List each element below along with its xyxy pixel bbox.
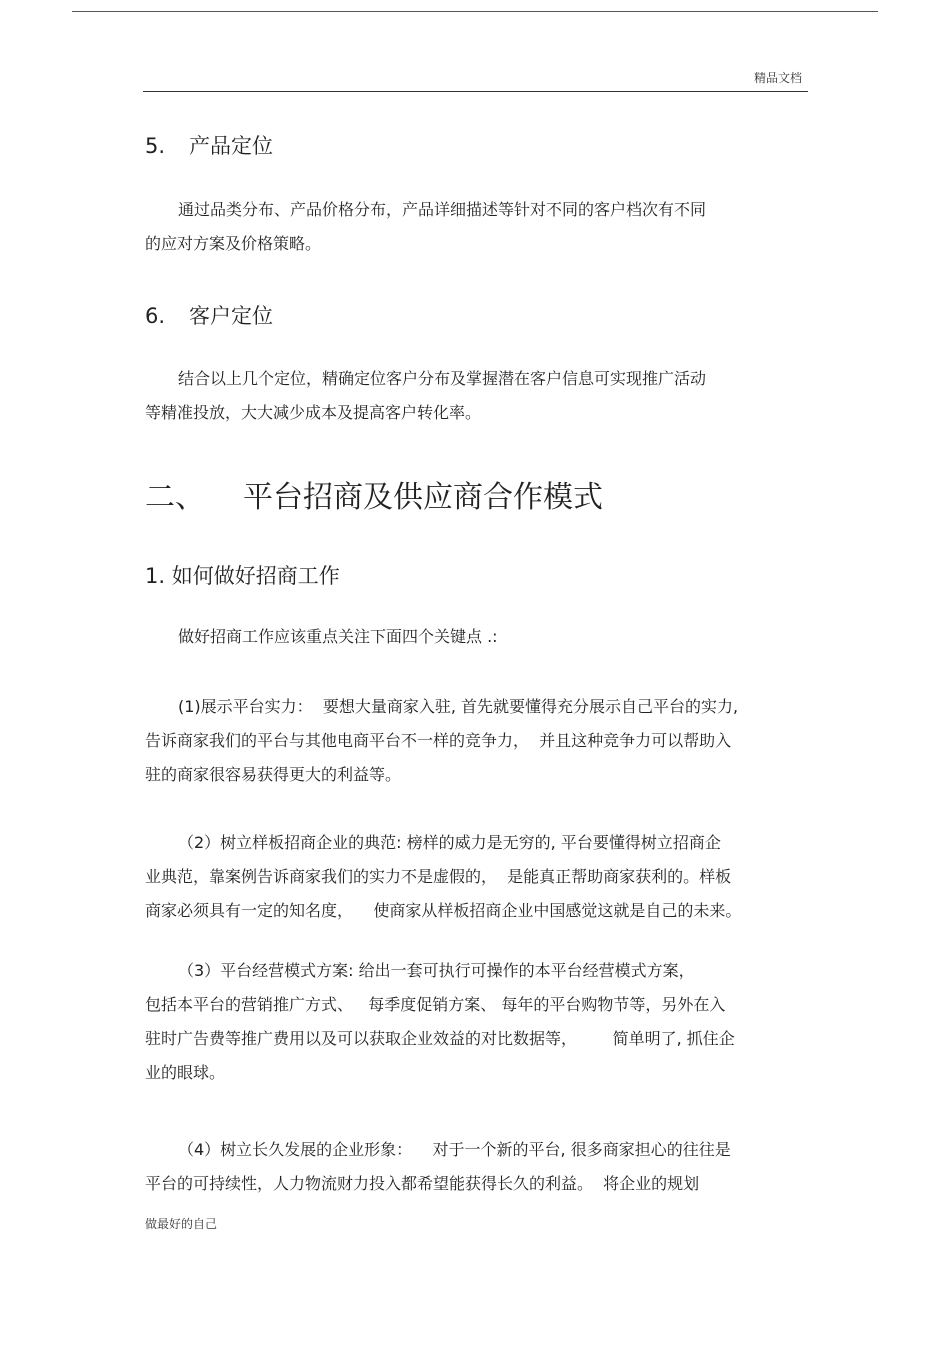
- paragraph-line: 告诉商家我们的平台与其他电商平台不一样的竞争力， 并且这种竞争力可以帮助入: [145, 731, 732, 750]
- section-paragraph-5: [145, 193, 811, 261]
- subsection-heading: 1. 如何做好招商工作: [145, 564, 340, 588]
- point-paragraph-4: [145, 1133, 811, 1201]
- paragraph-line: 驻的商家很容易获得更大的利益等。: [145, 765, 402, 784]
- section-paragraph-6: [145, 362, 811, 430]
- paragraph-line: 业的眼球。: [145, 1063, 226, 1082]
- paragraph-line: 结合以上几个定位，精确定位客户分布及掌握潜在客户信息可实现推广活动: [178, 369, 707, 388]
- paragraph-line: 等精准投放，大大减少成本及提高客户转化率。: [145, 403, 482, 422]
- paragraph-line: 商家必须具有一定的知名度， 使商家从样板招商企业中国感觉这就是自己的未来。: [145, 901, 742, 920]
- point-paragraph-3: [145, 954, 811, 1090]
- top-border-line: [72, 11, 878, 12]
- footer-label: 做最好的自己: [145, 1217, 218, 1231]
- chapter-number: 二、: [145, 480, 205, 515]
- section-title: 产品定位: [189, 134, 273, 158]
- header-label: 精品文档: [753, 71, 802, 85]
- paragraph-line: 驻时广告费等推广费用以及可以获取企业效益的对比数据等， 简单明了, 抓住企: [145, 1029, 735, 1048]
- paragraph-line: （4）树立长久发展的企业形象： 对于一个新的平台, 很多商家担心的往往是: [178, 1140, 731, 1159]
- section-title: 客户定位: [189, 304, 273, 328]
- paragraph-line: （3）平台经营模式方案: 给出一套可执行可操作的本平台经营模式方案，: [178, 961, 695, 980]
- paragraph-line: 的应对方案及价格策略。: [145, 234, 322, 253]
- paragraph-line: 通过品类分布、产品价格分布，产品详细描述等针对不同的客户档次有不同: [178, 200, 707, 219]
- intro-paragraph: [145, 620, 811, 654]
- paragraph-line: 做好招商工作应该重点关注下面四个关键点 .:: [178, 627, 498, 646]
- section-heading-5: [145, 130, 273, 160]
- paragraph-line: 业典范，靠案例告诉商家我们的实力不是虚假的， 是能真正帮助商家获利的。样板: [145, 867, 732, 886]
- section-number: 5.: [145, 134, 166, 158]
- paragraph-line: （2）树立样板招商企业的典范: 榜样的威力是无穷的, 平台要懂得树立招商企: [178, 833, 721, 852]
- header-divider: [143, 91, 808, 92]
- point-paragraph-2: [145, 826, 811, 928]
- point-paragraph-1: [145, 690, 811, 792]
- chapter-heading: [145, 472, 603, 516]
- chapter-title: 平台招商及供应商合作模式: [243, 480, 603, 515]
- section-number: 6.: [145, 304, 166, 328]
- paragraph-line: 平台的可持续性，人力物流财力投入都希望能获得长久的利益。 将企业的规划: [145, 1174, 700, 1193]
- section-heading-6: [145, 300, 273, 330]
- paragraph-line: 包括本平台的营销推广方式、 每季度促销方案、 每年的平台购物节等，另外在入: [145, 995, 726, 1014]
- paragraph-line: (1)展示平台实力： 要想大量商家入驻, 首先就要懂得充分展示自己平台的实力,: [178, 697, 739, 716]
